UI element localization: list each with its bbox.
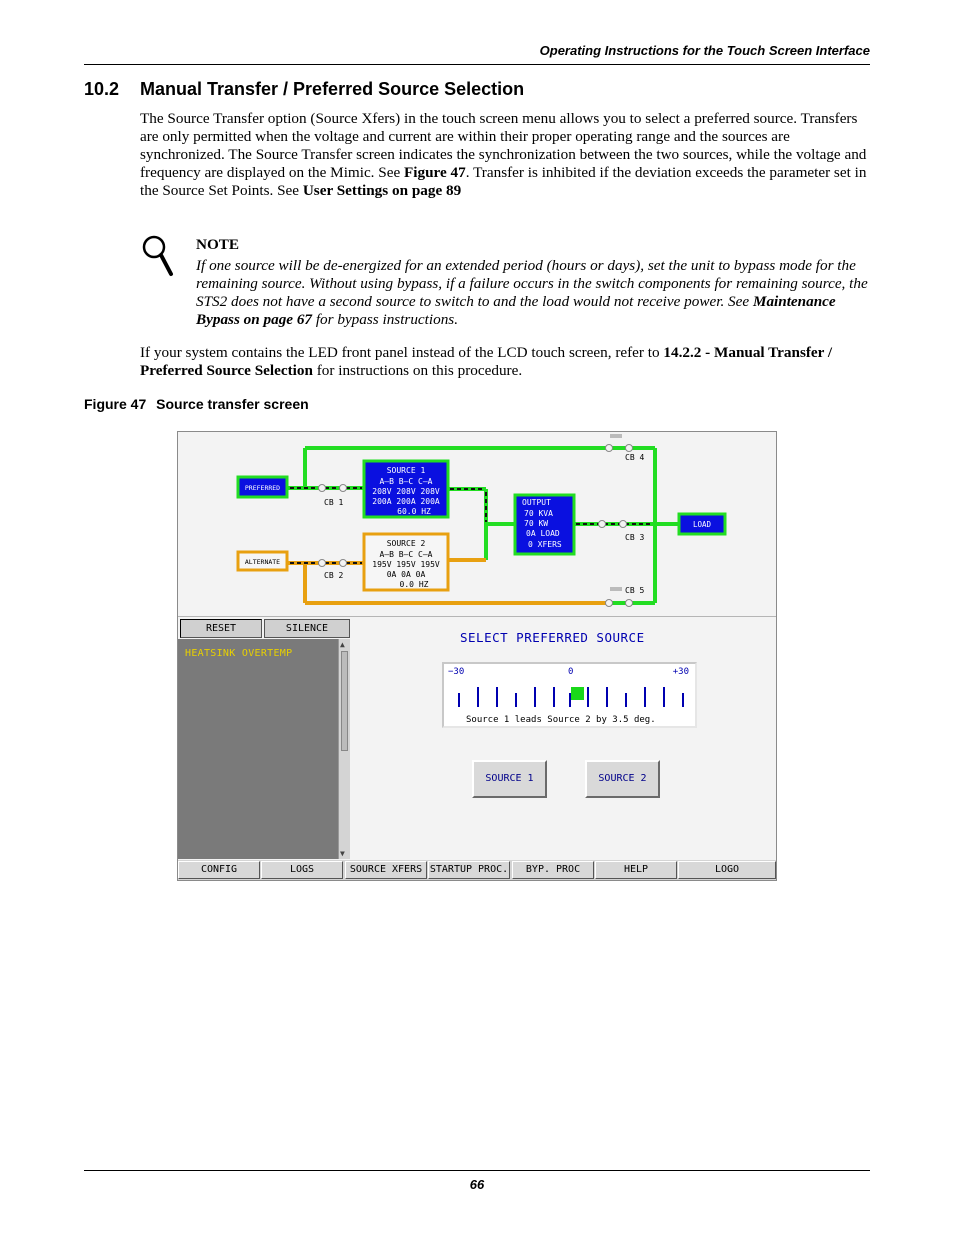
alternate-label: ALTERNATE <box>244 558 281 566</box>
phase-indicator <box>442 662 697 728</box>
source2-volts: 195V 195V 195V <box>372 560 440 569</box>
output-kva: 70 KVA <box>524 509 553 518</box>
phase-tick <box>496 687 498 707</box>
output-load: 0A LOAD <box>526 529 560 538</box>
note-heading: NOTE <box>196 236 240 253</box>
magnifier-icon <box>140 234 174 278</box>
output-kw: 70 KW <box>524 519 549 528</box>
help-button[interactable]: HELP <box>595 861 677 879</box>
scroll-thumb[interactable] <box>341 651 348 751</box>
reset-button[interactable]: RESET <box>180 619 262 638</box>
phase-tick <box>515 693 517 707</box>
figure-caption-text: Source transfer screen <box>156 396 309 412</box>
alarm-message: HEATSINK OVERTEMP <box>185 648 293 659</box>
phase-tick <box>534 687 536 707</box>
logs-button[interactable]: LOGS <box>261 861 343 879</box>
source2-amps: 0A 0A 0A <box>386 570 426 579</box>
cb2-dot <box>340 560 347 567</box>
phase-tick <box>553 687 555 707</box>
source2-phases: A–B B–C C–A <box>379 550 433 559</box>
para-text: for instructions on this procedure. <box>312 362 523 379</box>
source1-button[interactable]: SOURCE 1 <box>472 760 547 798</box>
phase-tick <box>625 693 627 707</box>
note-text: for bypass instructions. <box>312 311 459 328</box>
source2-button[interactable]: SOURCE 2 <box>585 760 660 798</box>
source1-freq: 60.0 HZ <box>397 507 431 516</box>
cb3-dot <box>599 521 606 528</box>
user-settings-reference[interactable]: User Settings on page 89 <box>302 182 462 199</box>
cb4-dot <box>626 445 633 452</box>
bottom-menu <box>178 860 776 880</box>
maintenance-bypass-reference[interactable]: Maintenance Bypass on page 67 <box>196 293 836 328</box>
source1-title: SOURCE 1 <box>386 466 426 475</box>
output-xfers: 0 XFERS <box>528 540 562 549</box>
output-title: OUTPUT <box>522 498 551 507</box>
figure-label: Figure 47 <box>84 396 147 412</box>
phase-tick <box>606 687 608 707</box>
source1-volts: 208V 208V 208V <box>372 487 440 496</box>
phase-max-label: +30 <box>672 667 689 677</box>
led-procedure-reference[interactable]: 14.2.2 - Manual Transfer / Preferred Source Selection <box>140 344 833 379</box>
page-number: 66 <box>469 1177 485 1192</box>
source-transfer-panel <box>352 618 776 860</box>
mimic-diagram <box>178 432 776 617</box>
note-text: If one source will be de-energized for an extended period (hours or days), set the unit to bypass mode for the remaining source. Without using bypass, if a failure occurs in the switch components for remaining source, the STS2 does not have a second source to switch to and the load would not receive power. See <box>196 257 868 310</box>
cb4-dot <box>606 445 613 452</box>
cb3-dot <box>620 521 627 528</box>
cb1-dot <box>340 485 347 492</box>
para-text: . Transfer is inhibited if the deviation exceeds the parameter set in the Source Set Points. See <box>140 164 867 199</box>
phase-tick <box>587 687 589 707</box>
phase-tick <box>644 687 646 707</box>
source2-freq: 0.0 HZ <box>399 580 429 589</box>
scroll-up-icon[interactable]: ▲ <box>340 640 345 649</box>
alarm-list[interactable] <box>178 639 338 859</box>
logo-button[interactable]: LOGO <box>678 861 776 879</box>
note-body <box>196 257 871 329</box>
cb2-label: CB 2 <box>324 571 344 580</box>
para-text: If your system contains the LED front panel instead of the LCD touch screen, refer to <box>140 344 664 361</box>
source1-amps: 200A 200A 200A <box>372 497 440 506</box>
phase-tick <box>458 693 460 707</box>
section-number: 10.2 <box>84 79 120 99</box>
cb4-bar <box>610 434 622 438</box>
phase-tick <box>682 693 684 707</box>
section-heading <box>84 79 524 100</box>
footer-rule <box>84 1170 870 1171</box>
cb5-label: CB 5 <box>625 586 645 595</box>
config-button[interactable]: CONFIG <box>178 861 260 879</box>
source2-title: SOURCE 2 <box>386 539 426 548</box>
touch-screen <box>177 431 777 881</box>
cb5-bar <box>610 587 622 591</box>
startup-proc-button[interactable]: STARTUP PROC. <box>428 861 510 879</box>
phase-tick <box>477 687 479 707</box>
header-rule <box>84 64 870 65</box>
figure-caption <box>84 396 309 412</box>
mimic-svg <box>178 432 776 616</box>
intro-paragraph <box>140 110 870 200</box>
phase-status: Source 1 leads Source 2 by 3.5 deg. <box>466 715 656 725</box>
cb2-dot <box>319 560 326 567</box>
running-header: Operating Instructions for the Touch Screen Interface <box>539 43 870 58</box>
silence-button[interactable]: SILENCE <box>264 619 350 638</box>
scroll-down-icon[interactable]: ▼ <box>340 849 345 858</box>
phase-zero-label: 0 <box>568 667 574 677</box>
cb1-label: CB 1 <box>324 498 344 507</box>
load-label: LOAD <box>692 520 712 529</box>
alarm-scrollbar[interactable] <box>338 639 350 859</box>
bypass-proc-button[interactable]: BYP. PROC <box>512 861 594 879</box>
figure-reference[interactable]: Figure 47 <box>404 164 466 181</box>
cb5-dot <box>626 600 633 607</box>
preferred-label: PREFERRED <box>244 484 281 492</box>
phase-deviation-marker <box>571 687 584 700</box>
section-title: Manual Transfer / Preferred Source Selection <box>140 79 525 99</box>
select-source-title: SELECT PREFERRED SOURCE <box>460 630 645 645</box>
cb3-label: CB 3 <box>625 533 645 542</box>
source-xfers-button[interactable]: SOURCE XFERS <box>345 861 427 879</box>
para-text: The Source Transfer option (Source Xfers) in the touch screen menu allows you to select a preferred source. Transfers are only permitted when the voltage and current are within their proper operating range and the sources are synchronized. The Source Transfer screen indicates the synchronization between the two sources, while the voltage and frequency are displayed on the Mimic. See <box>140 110 867 181</box>
phase-min-label: −30 <box>448 667 465 677</box>
cb5-dot <box>606 600 613 607</box>
led-panel-paragraph <box>140 344 870 380</box>
cb1-dot <box>319 485 326 492</box>
source1-phases: A–B B–C C–A <box>379 477 433 486</box>
cb4-label: CB 4 <box>625 453 645 462</box>
phase-tick <box>663 687 665 707</box>
